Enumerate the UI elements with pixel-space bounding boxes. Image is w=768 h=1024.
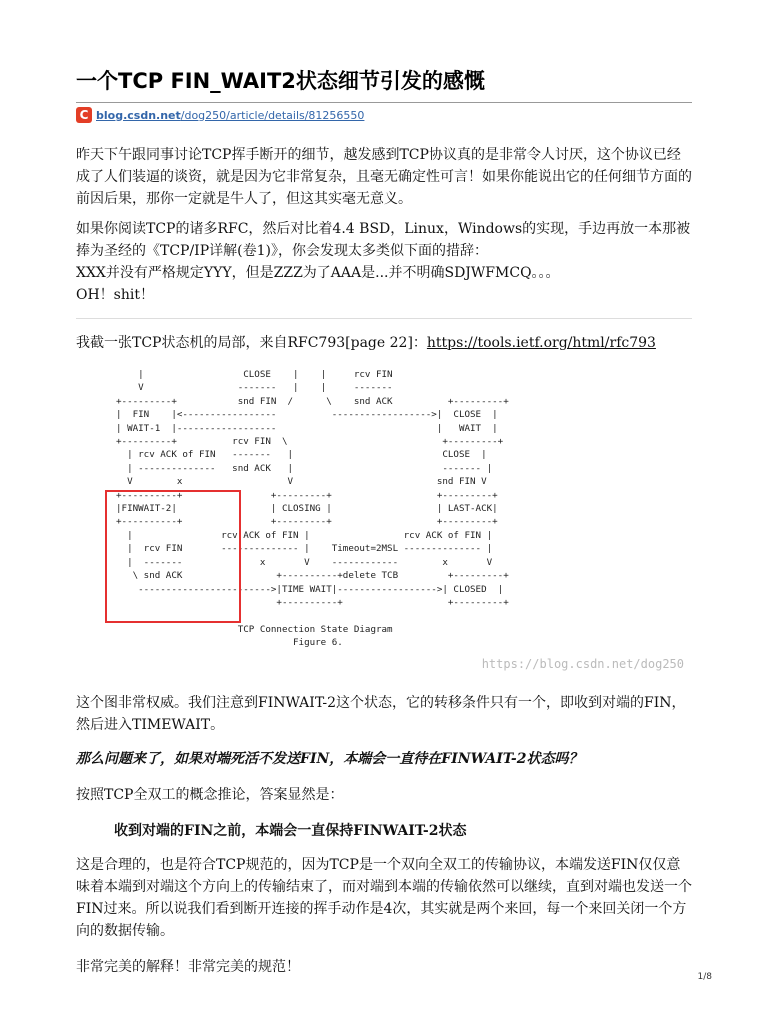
paragraph-intro: 昨天下午跟同事讨论TCP挥手断开的细节，越发感到TCP协议真的是非常令人讨厌，这个协议已经成了人们装逼的谈资，就是因为它非常复杂，且毫无确定性可言！如果你能说出它的任何细节方面的前因后果，那你一定就是牛人了，但这其实毫无意义。 [76, 147, 692, 207]
paragraph-answer-lead: 按照TCP全双工的概念推论，答案显然是： [76, 787, 344, 803]
page-title: 一个TCP FIN_WAIT2状态细节引发的感慨 [76, 69, 485, 93]
question-text: 那么问题来了，如果对端死活不发送FIN，本端会一直待在FINWAIT-2状态吗？ [76, 751, 583, 767]
paragraph-diagram-intro [76, 332, 692, 354]
tcp-state-diagram [76, 360, 696, 675]
source-link[interactable] [96, 109, 364, 122]
paragraph-explanation: 这是合理的，也是符合TCP规范的，因为TCP是一个双向全双工的传输协议，本端发送FIN仅仅意味着本端到对端这个方向上的传输结束了，而对端到本端的传输依然可以继续，直到对端也发送一个FIN过来。所以说我们看到断开连接的挥手动作是4次，其实就是两个来回，每一个来回关闭一个方向的数据传输。 [76, 857, 692, 939]
page-number: 1/8 [697, 972, 712, 982]
source-host: blog.csdn.net [96, 108, 181, 122]
diagram-intro-text: 我截一张TCP状态机的局部，来自RFC793[page 22]： [76, 335, 427, 351]
paragraph-finwait2: 这个图非常权威。我们注意到FINWAIT-2这个状态，它的转移条件只有一个，即收到对端的FIN，然后进入TIMEWAIT。 [76, 695, 686, 733]
rfc793-link[interactable]: https://tools.ietf.org/html/rfc793 [426, 335, 656, 351]
paragraph-rfc [76, 218, 692, 306]
paragraph-rfc-line3: OH！shit！ [76, 287, 154, 303]
title-divider [76, 102, 692, 103]
paragraph-rfc-line1: 如果你阅读TCP的诸多RFC，然后对比着4.4 BSD，Linux，Windows的实现，手边再放一本那被捧为圣经的《TCP/IP详解(卷1)》，你会发现太多类似下面的措辞： [76, 221, 691, 259]
diagram-watermark: https://blog.csdn.net/dog250 [481, 656, 684, 671]
source-path: /dog250/article/details/81256550 [180, 108, 365, 122]
csdn-logo-icon: C [76, 107, 92, 123]
diagram-ascii: | CLOSE | | rcv FIN V ------- | | ------- +---------+ snd FIN / \ snd ACK +---------+ | FIN |<----------------- ------------------>| CLOSE | | WAIT-1 |------------------ | WAIT | +---------+ rcv FIN \ +---------+ | rcv ACK of FIN ------- | CLOSE | | -------------- snd ACK | ------- | V x V snd FIN V +----------+ +---------+ +---------+ |FINWAIT-2| | CLOSING | | LAST-ACK| +----------+ +---------+ +---------+ | rcv ACK of FIN | rcv ACK of FIN | | rcv FIN -------------- | Timeout=2MSL -------------- | | ------- x V ------------ x V \ snd ACK +----------+delete TCB +---------+ ------------------------>|TIME WAIT|------------------>| CLOSED | +----------+ +---------+ TCP Connection State Diagram Figure 6. [116, 369, 509, 649]
paragraph-closing: 非常完美的解释！非常完美的规范！ [76, 959, 300, 975]
conclusion-text: 收到对端的FIN之前，本端会一直保持FINWAIT-2状态 [114, 823, 467, 839]
section-divider [76, 318, 692, 319]
finwait2-highlight-box [105, 490, 241, 623]
source-row [76, 106, 364, 124]
paragraph-rfc-line2: XXX并没有严格规定YYY，但是ZZZ为了AAA是...并不明确SDJWFMCQ。。。 [76, 265, 560, 281]
